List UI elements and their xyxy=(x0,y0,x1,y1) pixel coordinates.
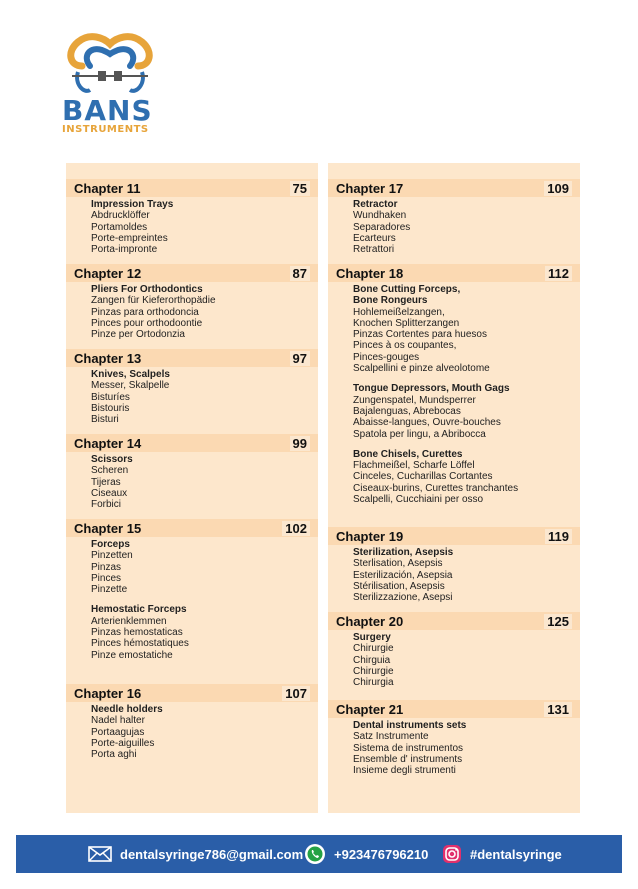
chapter-page-number: 99 xyxy=(290,436,310,451)
entry-translation: Flachmeißel, Scharfe Löffel xyxy=(353,460,475,472)
chapter-title: Chapter 19 xyxy=(336,528,404,544)
contact-footer xyxy=(16,835,622,873)
whatsapp-icon xyxy=(304,843,326,865)
chapter-block xyxy=(66,264,318,340)
entry-heading: Dental instruments sets xyxy=(353,720,467,731)
entry-translation: Satz Instrumente xyxy=(353,731,429,743)
chapter-title: Chapter 18 xyxy=(336,265,404,281)
phone-text: +923476796210 xyxy=(334,846,429,862)
chapter-entries xyxy=(328,632,580,688)
entry-translation: Nadel halter xyxy=(91,715,145,727)
chapter-page-number: 87 xyxy=(290,266,310,281)
entry-translation: Ecarteurs xyxy=(353,232,396,244)
entry-translation: Bajalenguas, Abrebocas xyxy=(353,405,461,417)
entry-translation: Sistema de instrumentos xyxy=(353,742,464,754)
entry-heading: Impression Trays xyxy=(91,199,174,210)
entry-translation: Scalpelli, Cucchiaini per osso xyxy=(353,494,484,506)
chapter-block xyxy=(328,700,580,776)
entry-heading: Pliers For Orthodontics xyxy=(91,284,203,295)
entry-translation: Pinces xyxy=(91,572,122,584)
chapter-page-number: 119 xyxy=(545,529,572,544)
chapter-title: Chapter 16 xyxy=(74,685,142,701)
entry-heading: Bone Chisels, Curettes xyxy=(353,448,463,460)
chapter-entries xyxy=(328,720,580,776)
entry-translation: Arterienklemmen xyxy=(91,615,167,627)
chapter-entries xyxy=(328,547,580,603)
entry-translation: Chirguia xyxy=(353,654,391,666)
chapter-block xyxy=(66,179,318,255)
entry-spacer xyxy=(91,595,318,604)
entry-heading: Needle holders xyxy=(91,704,163,715)
chapter-heading[interactable] xyxy=(66,434,318,452)
entry-translation: Porta-impronte xyxy=(91,244,158,256)
entry-translation: Sterlisation, Asepsis xyxy=(353,558,443,570)
entry-translation: Pinzas Cortentes para huesos xyxy=(353,329,487,341)
brand-tagline: INSTRUMENTS xyxy=(62,124,149,135)
entry-heading: Scissors xyxy=(91,454,133,465)
chapter-heading[interactable] xyxy=(328,612,580,630)
entry-translation: Scheren xyxy=(91,465,129,477)
mail-icon xyxy=(88,846,112,862)
entry-translation: Pinces pour orthodoontie xyxy=(91,317,203,329)
entry-translation: Hohlemeißelzangen, xyxy=(353,306,445,318)
entry-heading: Bone Rongeurs xyxy=(353,295,428,307)
entry-spacer xyxy=(353,440,580,449)
entry-translation: Porta aghi xyxy=(91,749,137,761)
toc-left-column xyxy=(66,163,318,813)
entry-translation: Bistouris xyxy=(91,402,130,414)
chapter-entries xyxy=(66,704,318,760)
entry-heading: Hemostatic Forceps xyxy=(91,604,187,616)
entry-translation: Abdrucklöffer xyxy=(91,210,150,222)
entry-translation: Ensemble d' instruments xyxy=(353,753,463,765)
chapter-page-number: 125 xyxy=(544,614,572,629)
entry-translation: Pinzas hemostaticas xyxy=(91,627,183,639)
entry-translation: Zungenspatel, Mundsperrer xyxy=(353,394,476,406)
email-contact[interactable] xyxy=(88,846,303,862)
entry-translation: Pinces à os coupantes, xyxy=(353,340,457,352)
entry-translation: Bisturi xyxy=(91,414,119,426)
chapter-page-number: 112 xyxy=(545,266,572,281)
entry-translation: Pinze per Ortodonzia xyxy=(91,329,185,341)
entry-translation: Portamoldes xyxy=(91,221,148,233)
entry-translation: Esterilización, Asepsia xyxy=(353,569,453,581)
entry-translation: Spatola per lingu, a Abribocca xyxy=(353,428,486,440)
entry-translation: Pinze emostatiche xyxy=(91,649,173,661)
chapter-heading[interactable] xyxy=(66,179,318,197)
entry-heading: Surgery xyxy=(353,632,391,643)
chapter-heading[interactable] xyxy=(328,700,580,718)
entry-translation: Zangen für Kieferorthopädie xyxy=(91,295,216,307)
instagram-icon xyxy=(442,844,462,864)
entry-translation: Insieme degli strumenti xyxy=(353,765,456,777)
chapter-heading[interactable] xyxy=(66,264,318,282)
chapter-heading[interactable] xyxy=(328,179,580,197)
entry-translation: Knochen Splitterzangen xyxy=(353,317,460,329)
toc-right-column xyxy=(328,163,580,813)
entry-translation: Abaisse-langues, Ouvre-bouches xyxy=(353,417,501,429)
entry-translation: Cinceles, Cucharillas Cortantes xyxy=(353,471,493,483)
entry-translation: Porte-empreintes xyxy=(91,232,168,244)
phone-contact[interactable] xyxy=(304,843,428,865)
chapter-title: Chapter 17 xyxy=(336,180,404,196)
chapter-page-number: 107 xyxy=(282,686,310,701)
chapter-page-number: 131 xyxy=(544,702,572,717)
entry-translation: Retrattori xyxy=(353,244,395,256)
chapter-heading[interactable] xyxy=(66,519,318,537)
chapter-page-number: 102 xyxy=(282,521,310,536)
chapter-title: Chapter 12 xyxy=(74,265,142,281)
chapter-entries xyxy=(66,284,318,340)
entry-translation: Stérilisation, Asepsis xyxy=(353,580,445,592)
entry-translation: Pinces-gouges xyxy=(353,351,420,363)
entry-translation: Bisturíes xyxy=(91,391,130,403)
chapter-heading[interactable] xyxy=(328,527,580,545)
chapter-entries xyxy=(328,199,580,255)
chapter-block xyxy=(66,349,318,425)
chapter-title: Chapter 14 xyxy=(74,435,142,451)
chapter-title: Chapter 15 xyxy=(74,520,142,536)
entry-translation: Pinces hémostatiques xyxy=(91,638,189,650)
instagram-text: #dentalsyringe xyxy=(470,846,562,862)
entry-heading: Forceps xyxy=(91,539,130,550)
entry-translation: Scalpellini e pinze alveolotome xyxy=(353,363,490,375)
chapter-page-number: 109 xyxy=(544,181,572,196)
entry-heading: Bone Cutting Forceps, xyxy=(353,284,461,295)
chapter-heading[interactable] xyxy=(328,264,580,282)
entry-translation: Tijeras xyxy=(91,476,121,488)
entry-translation: Pinzette xyxy=(91,584,128,596)
entry-heading: Sterilization, Asepsis xyxy=(353,547,454,558)
email-text: dentalsyringe786@gmail.com xyxy=(120,846,304,862)
chapter-block xyxy=(328,527,580,603)
entry-heading: Knives, Scalpels xyxy=(91,369,170,380)
entry-translation: Chirurgie xyxy=(353,665,394,677)
chapter-block xyxy=(66,684,318,760)
chapter-entries xyxy=(66,369,318,425)
entry-translation: Chirurgia xyxy=(353,677,394,689)
entry-heading: Tongue Depressors, Mouth Gags xyxy=(353,383,510,395)
entry-heading: Retractor xyxy=(353,199,398,210)
entry-translation: Messer, Skalpelle xyxy=(91,380,170,392)
entry-translation: Porte-aiguilles xyxy=(91,737,155,749)
chapter-block xyxy=(66,519,318,661)
chapter-title: Chapter 11 xyxy=(74,180,141,196)
chapter-heading[interactable] xyxy=(66,349,318,367)
chapter-block xyxy=(328,612,580,688)
entry-translation: Pinzas xyxy=(91,561,122,573)
chapter-page-number: 97 xyxy=(290,351,310,366)
chapter-page-number: 75 xyxy=(290,181,310,196)
entry-translation: Forbici xyxy=(91,499,122,511)
chapter-entries xyxy=(328,284,580,505)
entry-translation: Separadores xyxy=(353,221,411,233)
brand-name: BANS xyxy=(62,94,153,127)
chapter-entries xyxy=(66,199,318,255)
instagram-contact[interactable] xyxy=(442,844,562,864)
entry-translation: Wundhaken xyxy=(353,210,407,222)
entry-translation: Pinzetten xyxy=(91,550,133,562)
entry-translation: Ciseaux-burins, Curettes tranchantes xyxy=(353,482,519,494)
entry-translation: Ciseaux xyxy=(91,487,128,499)
chapter-title: Chapter 21 xyxy=(336,701,404,717)
entry-translation: Sterilizzazione, Asepsi xyxy=(353,592,453,604)
entry-translation: Pinzas para orthodoncia xyxy=(91,306,199,318)
chapter-title: Chapter 20 xyxy=(336,613,404,629)
chapter-entries xyxy=(66,539,318,661)
chapter-block xyxy=(66,434,318,510)
chapter-entries xyxy=(66,454,318,510)
chapter-block xyxy=(328,179,580,255)
entry-translation: Portaagujas xyxy=(91,726,145,738)
chapter-title: Chapter 13 xyxy=(74,350,142,366)
entry-translation: Chirurgie xyxy=(353,643,394,655)
chapter-block xyxy=(328,264,580,505)
entry-spacer xyxy=(353,374,580,383)
chapter-heading[interactable] xyxy=(66,684,318,702)
